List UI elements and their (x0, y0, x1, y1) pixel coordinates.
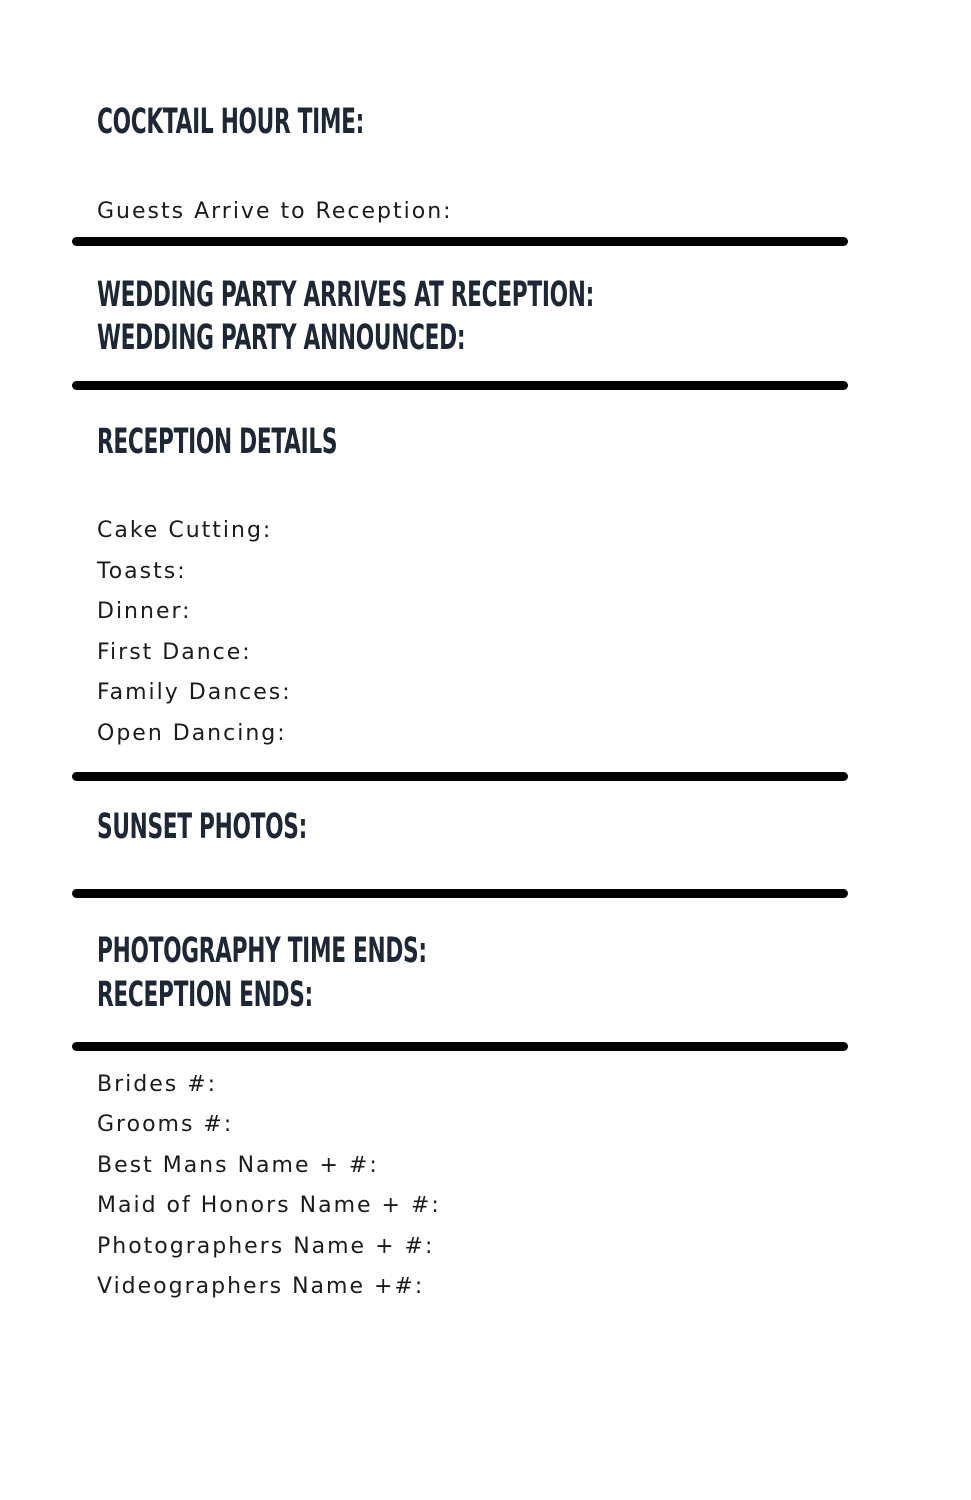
cocktail-hour-heading: COCKTAIL HOUR TIME: (97, 102, 365, 142)
section-divider (72, 1042, 848, 1051)
wedding-party-arrives-heading: WEDDING PARTY ARRIVES AT RECEPTION: (97, 275, 594, 315)
photographer-label: Photographers Name + #: (97, 1234, 435, 1259)
grooms-number-label: Grooms #: (97, 1112, 234, 1137)
best-man-label: Best Mans Name + #: (97, 1153, 379, 1178)
family-dances-label: Family Dances: (97, 680, 292, 705)
open-dancing-label: Open Dancing: (97, 721, 287, 746)
photography-time-ends-heading: PHOTOGRAPHY TIME ENDS: (97, 931, 427, 971)
sunset-photos-heading: SUNSET PHOTOS: (97, 807, 307, 847)
section-divider (72, 237, 848, 246)
toasts-label: Toasts: (97, 559, 187, 584)
section-divider (72, 889, 848, 898)
videographer-label: Videographers Name +#: (97, 1274, 425, 1299)
reception-details-heading: RECEPTION DETAILS (97, 422, 338, 462)
section-divider (72, 772, 848, 781)
cake-cutting-label: Cake Cutting: (97, 518, 273, 543)
maid-of-honor-label: Maid of Honors Name + #: (97, 1193, 441, 1218)
reception-ends-heading: RECEPTION ENDS: (97, 975, 313, 1015)
first-dance-label: First Dance: (97, 640, 252, 665)
wedding-party-announced-heading: WEDDING PARTY ANNOUNCED: (97, 318, 466, 358)
section-divider (72, 381, 848, 390)
brides-number-label: Brides #: (97, 1072, 218, 1097)
guests-arrive-label: Guests Arrive to Reception: (97, 199, 453, 224)
dinner-label: Dinner: (97, 599, 192, 624)
